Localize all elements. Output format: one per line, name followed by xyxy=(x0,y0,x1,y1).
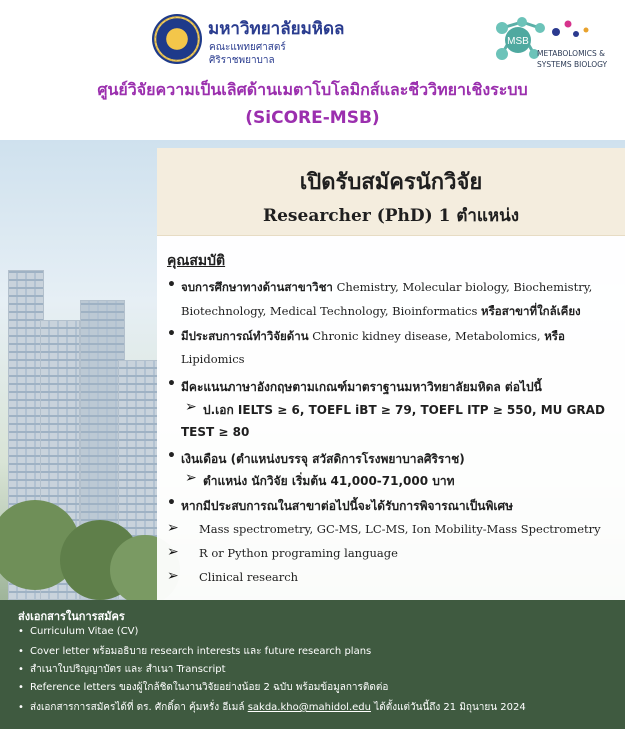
preferred-experience-text: หากมีประสบการณในสาขาต่อไปนี้จะได้รับการพิจารณาเป็นพิเศษ xyxy=(181,499,514,513)
qualifications-heading: คุณสมบัติ xyxy=(167,253,226,269)
qualification-2-line-2: Lipidomics xyxy=(181,352,245,366)
application-documents-panel xyxy=(0,600,625,729)
svg-text:MSB: MSB xyxy=(507,36,529,47)
arrow-bullet-icon: ➢ xyxy=(185,399,197,415)
page-header xyxy=(0,0,625,140)
posting-title: เปิดรับสมัครนักวิจัย xyxy=(299,169,483,195)
arrow-bullet-icon: ➢ xyxy=(167,520,179,536)
salary-text: เงินเดือน (ตำแหน่งบรรจุ สวัสดิการโรงพยาบาลศิริราช) xyxy=(181,452,465,466)
job-posting-card xyxy=(157,148,625,600)
document-item: • Cover letter พร้อมอธิบาย research interests และ future research plans xyxy=(18,646,372,657)
msb-logo xyxy=(488,10,618,70)
hospital-name: ศิริราชพยาบาล xyxy=(209,55,275,66)
contact-email-link[interactable]: sakda.kho@mahidol.edu xyxy=(247,702,371,713)
university-name: มหาวิทยาลัยมหิดล xyxy=(208,19,345,39)
submission-instruction: • ส่งเอกสารการสมัครได้ที่ ดร. ศักดิ์ดา คุ้มหรั่ง อีเมล์ sakda.kho@mahidol.edu ได้ตั้งแต่วันนี้ถึง 21 มิถุนายน 2024 xyxy=(18,702,526,713)
qualification-2-line-1: มีประสบการณ์ทำวิจัยด้าน Chronic kidney disease, Metabolomics, หรือ xyxy=(181,329,565,343)
english-score-line-2: TEST ≥ 80 xyxy=(181,425,250,439)
seal-ring-decoration xyxy=(155,17,199,61)
qualification-3-text: มีคะแนนภาษาอังกฤษตามเกณฑ์มาตราฐานมหาวิทยาลัยมหิดล ต่อไปนี้ xyxy=(181,380,542,394)
bullet-icon: • xyxy=(167,277,176,293)
arrow-bullet-icon: ➢ xyxy=(185,470,197,486)
skill-item: Mass spectrometry, GC-MS, LC-MS, Ion Mobility-Mass Spectrometry xyxy=(199,522,601,536)
documents-heading: ส่งเอกสารในการสมัคร xyxy=(18,610,125,623)
document-item: • สำเนาใบปริญญาบัตร และ สำเนา Transcript xyxy=(18,664,226,675)
document-item: • Reference letters ของผู้ใกล้ชิดในงานวิจัยอย่างน้อย 2 ฉบับ พร้อมข้อมูลการติดต่อ xyxy=(18,682,389,693)
card-header xyxy=(157,148,625,236)
english-score-line-1: ป.เอก IELTS ≥ 6, TOEFL iBT ≥ 79, TOEFL ITP ≥ 550, MU GRAD xyxy=(203,403,605,417)
salary-range: ตำแหน่ง นักวิจัย เริ่มต้น 41,000-71,000 บาท xyxy=(203,474,455,488)
qualification-1-line-1: จบการศึกษาทางด้านสาขาวิชา Chemistry, Molecular biology, Biochemistry, xyxy=(181,280,593,294)
bullet-icon: • xyxy=(167,326,176,342)
document-item: • Curriculum Vitae (CV) xyxy=(18,626,139,637)
faculty-name: คณะแพทยศาสตร์ xyxy=(209,42,286,53)
bullet-icon: • xyxy=(167,448,176,464)
skill-item: R or Python programing language xyxy=(199,546,398,560)
center-title: ศูนย์วิจัยความเป็นเลิศด้านเมตาโบโลมิกส์และชีววิทยาเชิงระบบ xyxy=(97,80,528,99)
arrow-bullet-icon: ➢ xyxy=(167,568,179,584)
bullet-icon: • xyxy=(167,495,176,511)
center-acronym: (SiCORE-MSB) xyxy=(245,108,380,128)
posting-subtitle: Researcher (PhD) 1 ตำแหน่ง xyxy=(262,206,519,226)
bullet-icon: • xyxy=(167,376,176,392)
qualification-1-line-2: Biotechnology, Medical Technology, Bioinformatics หรือสาขาที่ใกล้เคียง xyxy=(181,304,581,318)
msb-logo-text: METABOLOMICS & SYSTEMS BIOLOGY xyxy=(537,49,608,69)
skill-item: Clinical research xyxy=(199,570,299,584)
arrow-bullet-icon: ➢ xyxy=(167,544,179,560)
